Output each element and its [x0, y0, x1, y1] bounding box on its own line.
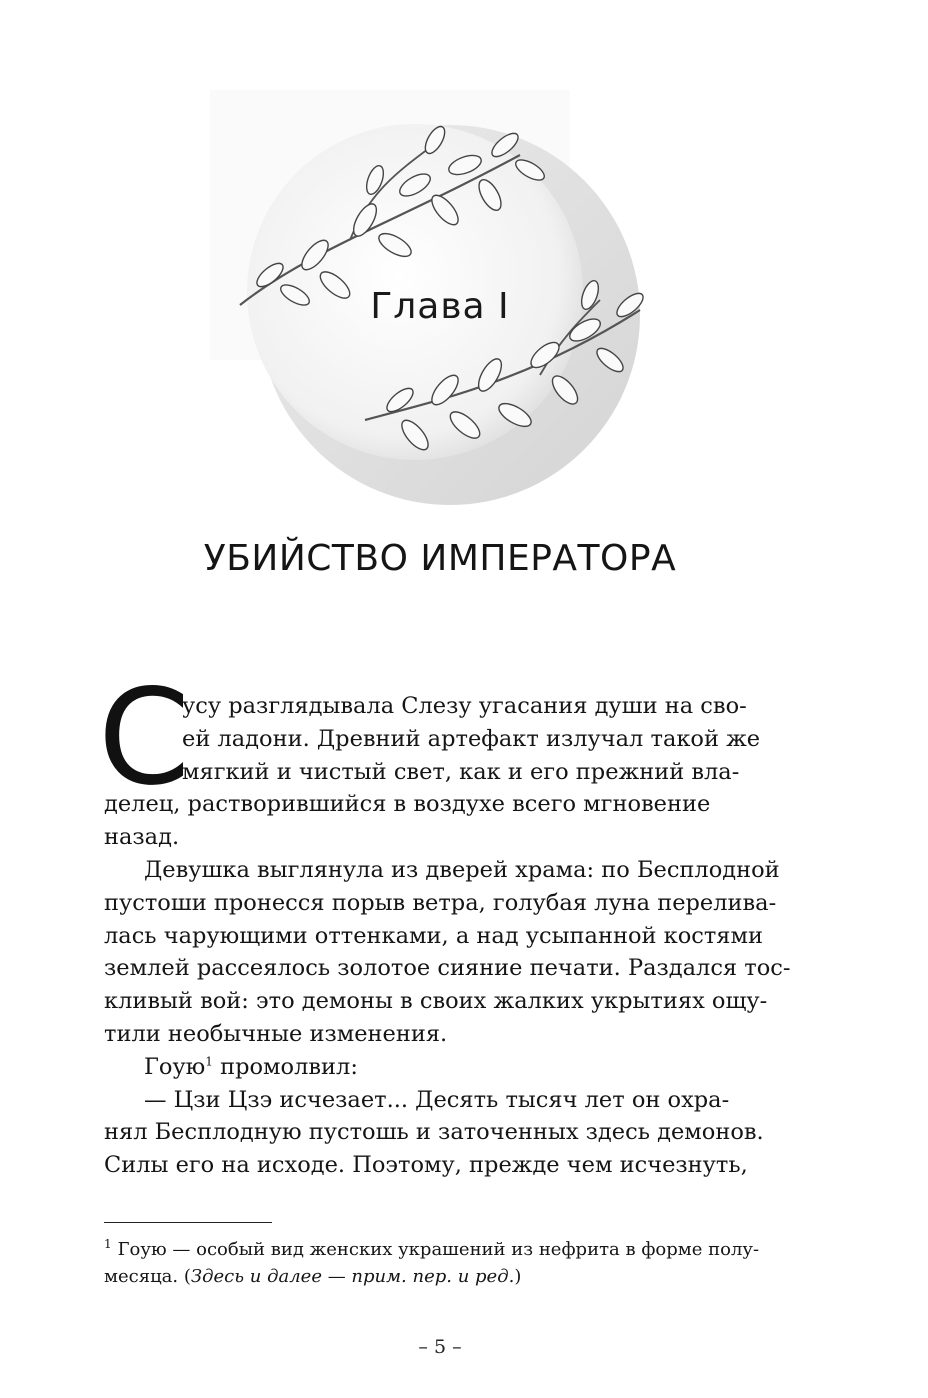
text-line: лась чарующими оттенками, а над усыпанной костями	[104, 922, 764, 949]
chapter-label: Глава I	[370, 286, 510, 327]
paragraph-3	[104, 1051, 775, 1084]
text-line: Гоую$^1$ промолвил:	[144, 1053, 358, 1080]
text-line: нял Бесплодную пустошь и заточенных здесь демонов.	[104, 1119, 764, 1146]
footnote-line: месяца. (Здесь и далее — прим. пер. и ред.)	[104, 1266, 522, 1287]
text-line: делец, растворившийся в воздухе всего мгновение	[104, 791, 711, 818]
footnote-divider	[104, 1222, 272, 1223]
footnote	[104, 1236, 776, 1290]
text-line: — Цзи Цзэ исчезает... Десять тысяч лет он охра-	[144, 1086, 730, 1113]
text-line: Девушка выглянула из дверей храма: по Бесплодной	[144, 856, 780, 883]
paragraph-4	[104, 1084, 775, 1182]
footnote-number: 1	[104, 1237, 112, 1251]
text-line: землей рассеялось золотое сияние печати. Раздался тос-	[104, 955, 791, 982]
text-line: мягкий и чистый свет, как и его прежний вла-	[182, 758, 740, 785]
footnote-reference: 1	[205, 1054, 213, 1069]
text-line: Силы его на исходе. Поэтому, прежде чем исчезнуть,	[104, 1152, 748, 1179]
paragraph-2	[104, 854, 791, 1051]
text-line: ей ладони. Древний артефакт излучал такой же	[182, 725, 761, 752]
text-line: усу разглядывала Слезу угасания души на сво-	[182, 693, 747, 719]
chapter-title: УБИЙСТВО ИМПЕРАТОРА	[203, 538, 677, 579]
footnote-line: $^1$ Гоую — особый вид женских украшений из нефрита в форме полу-	[104, 1237, 760, 1260]
paragraph-1	[98, 661, 775, 854]
text-line: назад.	[104, 824, 180, 851]
text-line: пустоши пронесся порыв ветра, голубая луна перелива-	[104, 889, 777, 916]
text-line: тили необычные изменения.	[104, 1020, 448, 1047]
body-text	[98, 661, 791, 1182]
page-number: – 5 –	[418, 1336, 462, 1358]
text-line: кливый вой: это демоны в своих жалких укрытиях ощу-	[104, 988, 768, 1015]
drop-cap: С	[98, 661, 191, 815]
